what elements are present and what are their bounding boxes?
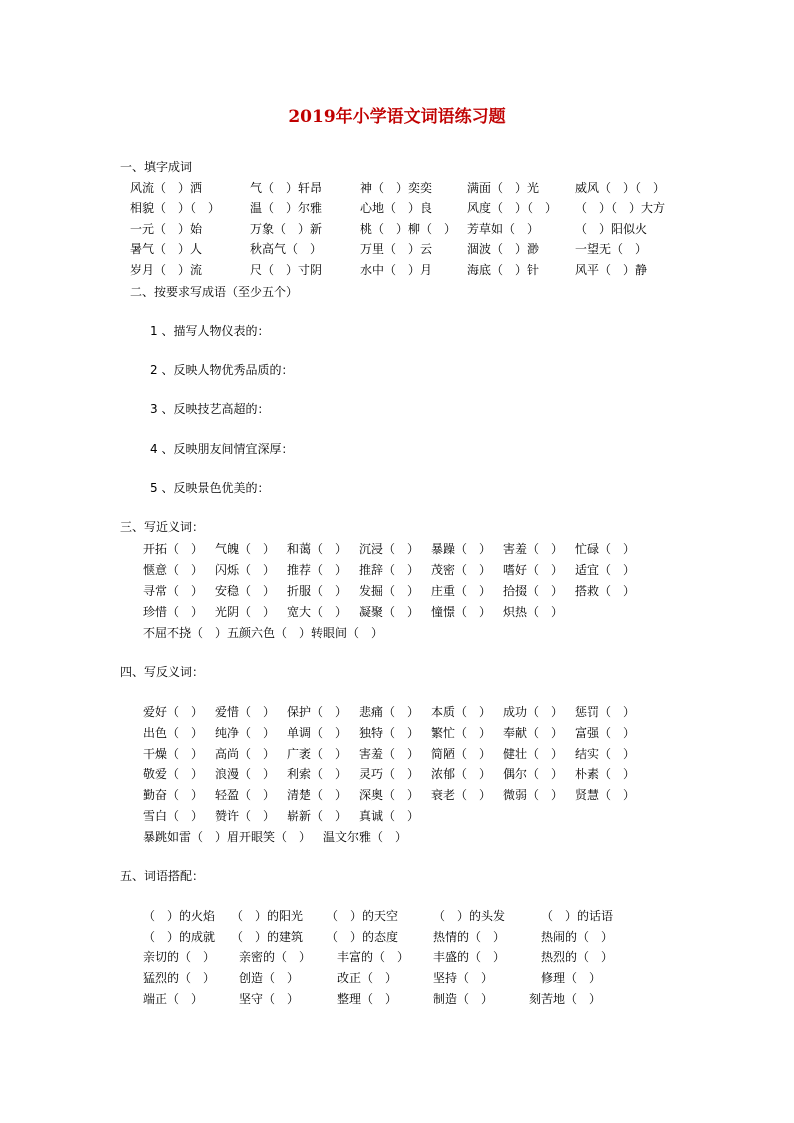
s4-cell: 结实（ ） [575,747,636,761]
s5-cell: 制造（ ） [433,992,494,1006]
s4-cell: 繁忙（ ） [431,726,492,740]
s4-cell: 眉开眼笑（ ） [227,830,312,844]
s3-cell: 憧憬（ ） [431,605,492,619]
s4-cell: 真诚（ ） [359,809,420,823]
s1-cell: 涸波（ ）渺 [467,242,540,256]
s4-cell: 悲痛（ ） [359,705,420,719]
s5-cell: （ ）的建筑 [231,930,304,944]
s5-cell: 坚守（ ） [239,992,300,1006]
s2-item: 1 、描写人物仪表的： [150,324,270,338]
s4-cell: 勤奋（ ） [143,788,204,802]
s3-cell: 开拓（ ） [143,542,204,556]
s1-cell: 满面（ ）光 [467,181,540,195]
s1-cell: 暑气（ ）人 [130,242,203,256]
s1-cell: 芳草如（ ） [467,222,540,236]
s4-cell: 健壮（ ） [503,747,564,761]
s5-cell: 丰盛的（ ） [433,950,506,964]
s5-cell: 修理（ ） [541,971,602,985]
s1-cell: 水中（ ）月 [360,263,433,277]
s5-cell: （ ）的天空 [326,909,399,923]
s3-cell: 不屈不挠（ ） [143,626,228,640]
s4-cell: 崭新（ ） [287,809,348,823]
s3-cell: 安稳（ ） [215,584,276,598]
s4-cell: 成功（ ） [503,705,564,719]
s1-cell: 万里（ ）云 [360,242,433,256]
s1-cell: 一望无（ ） [575,242,648,256]
s3-cell: 搭救（ ） [575,584,636,598]
section1-heading: 一、填字成词 [120,160,193,174]
s4-cell: 敬爱（ ） [143,767,204,781]
s4-cell: 干燥（ ） [143,747,204,761]
s1-cell: （ ）（ ）大方 [575,201,666,215]
s1-cell: 风流（ ）洒 [130,181,203,195]
section4-heading: 四、写反义词： [120,665,205,679]
s5-cell: 刻苦地（ ） [529,992,602,1006]
s4-cell: 贤慧（ ） [575,788,636,802]
s5-cell: （ ）的火焰 [143,909,216,923]
s1-cell: 温（ ）尔雅 [250,201,323,215]
s4-cell: 惩罚（ ） [575,705,636,719]
s3-cell: 适宜（ ） [575,563,636,577]
s3-cell: 寻常（ ） [143,584,204,598]
s5-cell: 热烈的（ ） [541,950,614,964]
s3-cell: 发掘（ ） [359,584,420,598]
s4-cell: 奉献（ ） [503,726,564,740]
s3-cell: 庄重（ ） [431,584,492,598]
s4-cell: 清楚（ ） [287,788,348,802]
s3-cell: 宽大（ ） [287,605,348,619]
section5-heading: 五、词语搭配： [120,869,205,883]
s4-cell: 保护（ ） [287,705,348,719]
s5-cell: 改正（ ） [337,971,398,985]
s3-cell: 凝聚（ ） [359,605,420,619]
s4-cell: 广袤（ ） [287,747,348,761]
s4-cell: 轻盈（ ） [215,788,276,802]
s4-cell: 朴素（ ） [575,767,636,781]
s4-cell: 温文尔雅（ ） [323,830,408,844]
s3-cell: 和蔼（ ） [287,542,348,556]
s5-cell: （ ）的话语 [541,909,614,923]
s1-cell: 尺（ ）寸阴 [250,263,323,277]
s3-cell: 光阴（ ） [215,605,276,619]
s4-cell: 高尚（ ） [215,747,276,761]
s4-cell: 灵巧（ ） [359,767,420,781]
s4-cell: 本质（ ） [431,705,492,719]
s4-cell: 赞许（ ） [215,809,276,823]
s4-cell: 出色（ ） [143,726,204,740]
s3-cell: 闪烁（ ） [215,563,276,577]
s5-cell: （ ）的成就 [143,930,216,944]
s4-cell: 富强（ ） [575,726,636,740]
s1-cell: 秋高气（ ） [250,242,323,256]
s4-cell: 害羞（ ） [359,747,420,761]
s4-cell: 雪白（ ） [143,809,204,823]
s3-cell: 推荐（ ） [287,563,348,577]
section3-heading: 三、写近义词： [120,520,205,534]
s5-cell: 创造（ ） [239,971,300,985]
s3-cell: 炽热（ ） [503,605,564,619]
s5-cell: 端正（ ） [143,992,204,1006]
s3-cell: 忙碌（ ） [575,542,636,556]
s5-cell: 整理（ ） [337,992,398,1006]
s2-item: 3 、反映技艺高超的： [150,402,270,416]
s4-cell: 深奥（ ） [359,788,420,802]
s4-cell: 浓郁（ ） [431,767,492,781]
s5-cell: 丰富的（ ） [337,950,410,964]
s4-cell: 纯净（ ） [215,726,276,740]
s4-cell: 偶尔（ ） [503,767,564,781]
s4-cell: 简陋（ ） [431,747,492,761]
s3-cell: 沉浸（ ） [359,542,420,556]
s5-cell: 猛烈的（ ） [143,971,216,985]
s3-cell: 转眼间（ ） [311,626,384,640]
s1-cell: 风平（ ）静 [575,263,648,277]
s1-cell: 气（ ）轩昂 [250,181,323,195]
s4-cell: 衰老（ ） [431,788,492,802]
s1-cell: （ ）阳似火 [575,222,648,236]
s1-cell: 桃（ ）柳（ ） [360,222,457,236]
s4-cell: 单调（ ） [287,726,348,740]
s3-cell: 惬意（ ） [143,563,204,577]
s5-cell: 坚持（ ） [433,971,494,985]
s5-cell: 亲密的（ ） [239,950,312,964]
s1-cell: 相貌（ ）（ ） [130,201,221,215]
s4-cell: 爱好（ ） [143,705,204,719]
s1-cell: 岁月（ ）流 [130,263,203,277]
s2-item: 4 、反映朋友间情宜深厚： [150,442,294,456]
s5-cell: （ ）的头发 [433,909,506,923]
s3-cell: 害羞（ ） [503,542,564,556]
s5-cell: 热情的（ ） [433,930,506,944]
s4-cell: 暴跳如雷（ ） [143,830,228,844]
document-title: 2019年小学语文词语练习题 [288,107,506,127]
s3-cell: 茂密（ ） [431,563,492,577]
s3-cell: 推辞（ ） [359,563,420,577]
s1-cell: 神（ ）奕奕 [360,181,433,195]
s1-cell: 威风（ ）（ ） [575,181,666,195]
s1-cell: 一元（ ）始 [130,222,203,236]
s3-cell: 暴躁（ ） [431,542,492,556]
s4-cell: 爱惜（ ） [215,705,276,719]
s5-cell: 热闹的（ ） [541,930,614,944]
s5-cell: 亲切的（ ） [143,950,216,964]
s2-item: 2 、反映人物优秀品质的： [150,363,294,377]
s4-cell: 利索（ ） [287,767,348,781]
s1-cell: 海底（ ）针 [467,263,540,277]
section2-heading: 二、按要求写成语（至少五个） [130,285,299,299]
s4-cell: 独特（ ） [359,726,420,740]
s3-cell: 嗜好（ ） [503,563,564,577]
s3-cell: 气魄（ ） [215,542,276,556]
s5-cell: （ ）的态度 [326,930,399,944]
s3-cell: 拾掇（ ） [503,584,564,598]
s5-cell: （ ）的阳光 [231,909,304,923]
s1-cell: 万象（ ）新 [250,222,323,236]
s4-cell: 微弱（ ） [503,788,564,802]
s1-cell: 心地（ ）良 [360,201,433,215]
s4-cell: 浪漫（ ） [215,767,276,781]
s3-cell: 珍惜（ ） [143,605,204,619]
s3-cell: 折服（ ） [287,584,348,598]
s3-cell: 五颜六色（ ） [227,626,312,640]
s1-cell: 风度（ ）（ ） [467,201,558,215]
s2-item: 5 、反映景色优美的： [150,481,270,495]
